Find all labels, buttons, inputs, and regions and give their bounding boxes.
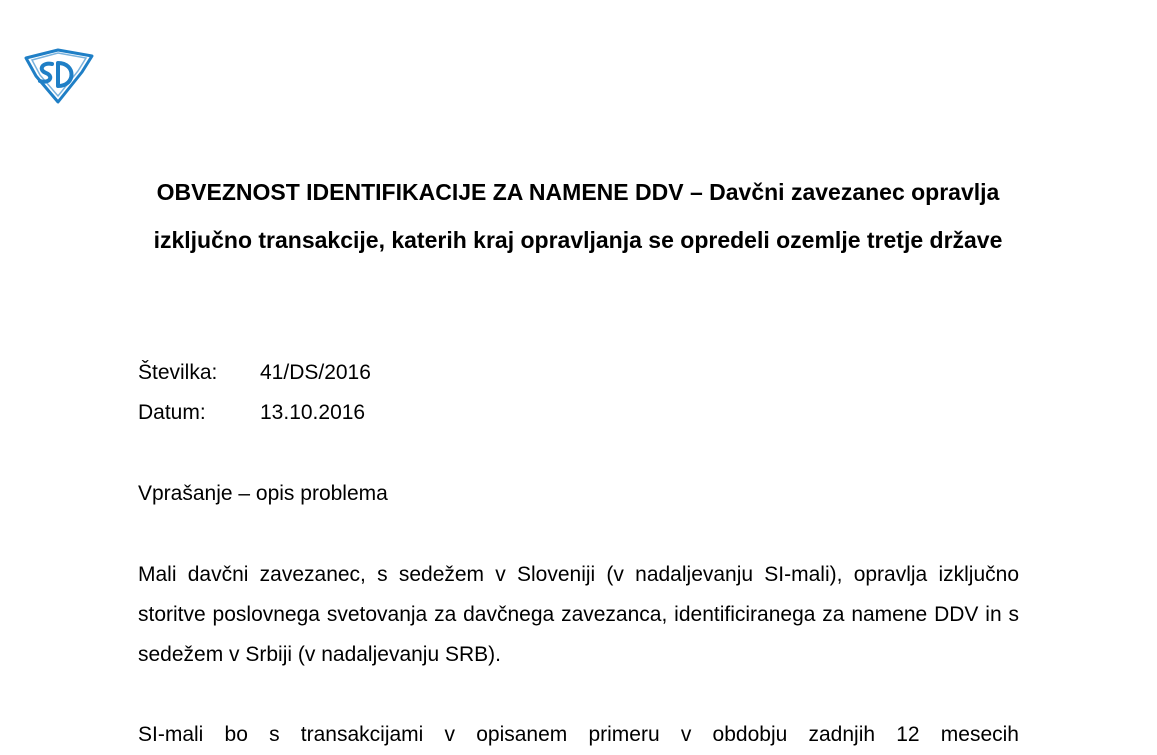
number-label: Številka: bbox=[138, 361, 218, 384]
document-title: OBVEZNOST IDENTIFIKACIJE ZA NAMENE DDV – Davčni zavezanec opravlja izključno transakcije, katerih kraj opravljanja se opredeli ozemlje tretje države bbox=[153, 179, 1003, 253]
date-label: Datum: bbox=[138, 401, 206, 424]
section-heading: Vprašanje – opis problema bbox=[138, 482, 388, 505]
logo-icon bbox=[22, 48, 96, 104]
number-value: 41/DS/2016 bbox=[260, 361, 371, 384]
date-value: 13.10.2016 bbox=[260, 401, 366, 424]
paragraph: SI-mali bo s transakcijami v opisanem primeru v obdobju zadnjih 12 mesecih bbox=[138, 723, 1019, 746]
paragraph: Mali davčni zavezanec, s sedežem v Sloveniji (v nadaljevanju SI-mali), opravlja izključno storitve poslovnega svetovanja za davčnega zavezanca, identificiranega za namene DDV in s sedežem v Srbiji (v nadaljevanju SRB). bbox=[138, 563, 1019, 666]
